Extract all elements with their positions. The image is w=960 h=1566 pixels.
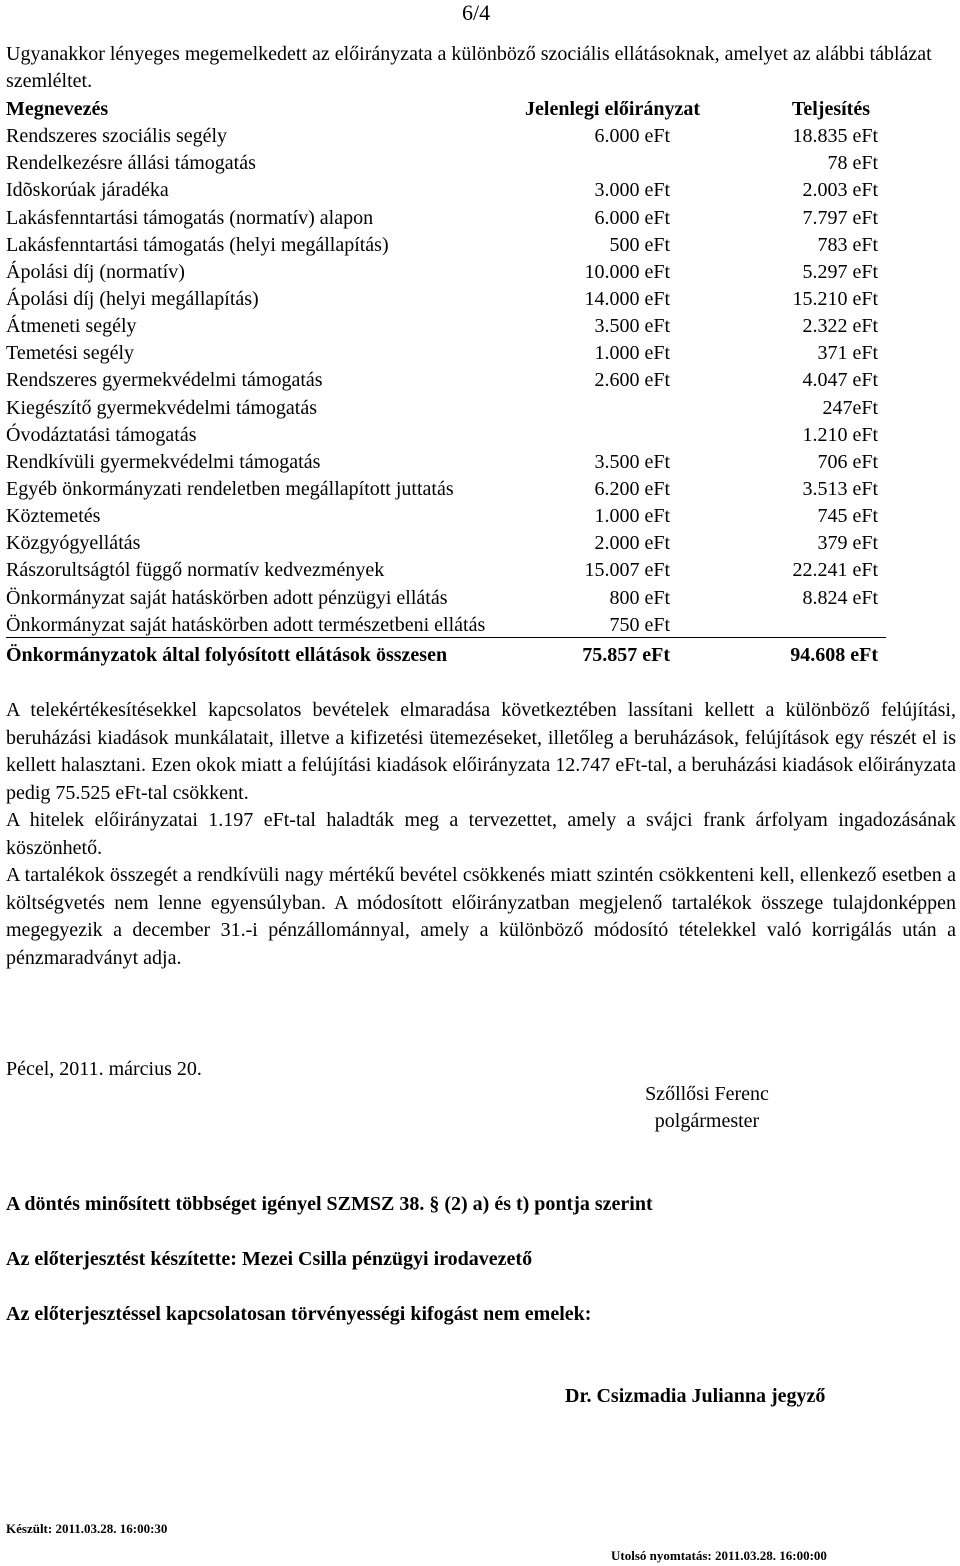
row-current: 2.000 eFt [594, 532, 670, 555]
row-current: 6.200 eFt [594, 477, 670, 500]
row-name: Rendelkezésre állási támogatás [6, 152, 256, 175]
row-current: 3.500 eFt [594, 450, 670, 473]
row-current: 3.500 eFt [594, 315, 670, 338]
row-actual: 5.297 eFt [802, 260, 878, 283]
note-legality: Az előterjesztéssel kapcsolatosan törvényességi kifogást nem emelek: [6, 1303, 592, 1325]
page-number: 6/4 [462, 0, 491, 25]
row-name: Lakásfenntartási támogatás (normatív) alapon [6, 206, 374, 229]
row-current: 3.000 eFt [594, 179, 670, 202]
row-name: Óvodáztatási támogatás [6, 423, 197, 446]
row-name: Kiegészítő gyermekvédelmi támogatás [6, 396, 318, 419]
table-row [6, 177, 886, 204]
table-row [6, 585, 886, 612]
row-name: Rendszeres szociális segély [6, 125, 228, 148]
paragraph-loans: A hitelek előirányzatai 1.197 eFt-tal haladták meg a tervezettet, amely a svájci frank árfolyam ingadozásának köszönhető. [6, 809, 956, 859]
table-row [6, 530, 886, 557]
row-name: Önkormányzat saját hatáskörben adott természetbeni ellátás [6, 613, 486, 636]
header-name: Megnevezés [6, 98, 109, 120]
row-actual: 745 eFt [817, 505, 878, 528]
table-row [6, 557, 886, 584]
row-actual: 1.210 eFt [802, 423, 878, 446]
row-actual: 706 eFt [817, 450, 878, 473]
row-name: Idõskorúak járadéka [6, 179, 169, 202]
row-current: 15.007 eFt [584, 559, 670, 582]
note-majority: A döntés minősített többséget igényel SZMSZ 38. § (2) a) és t) pontja szerint [6, 1193, 653, 1215]
table-row [6, 123, 886, 150]
table-row [6, 205, 886, 232]
row-name: Egyéb önkormányzati rendeletben megállapított juttatás [6, 477, 454, 500]
row-actual: 4.047 eFt [802, 369, 878, 392]
table-row [6, 150, 886, 177]
row-current: 1.000 eFt [594, 342, 670, 365]
table-total-row [6, 642, 886, 669]
row-name: Köztemetés [6, 505, 101, 528]
row-actual: 2.322 eFt [802, 315, 878, 338]
row-name: Lakásfenntartási támogatás (helyi megállapítás) [6, 233, 389, 256]
signer-title: polgármester [654, 1110, 760, 1132]
row-current: 14.000 eFt [584, 287, 670, 310]
row-name: Temetési segély [6, 342, 134, 365]
table-row [6, 449, 886, 476]
row-current: 750 eFt [609, 613, 670, 636]
row-actual: 379 eFt [817, 532, 878, 555]
row-actual: 78 eFt [827, 152, 878, 175]
benefits-table [6, 96, 886, 669]
notary-signature: Dr. Csizmadia Julianna jegyző [565, 1385, 826, 1407]
note-prepared-by: Az előterjesztést készítette: Mezei Csilla pénzügyi irodavezető [6, 1248, 533, 1270]
table-row [6, 232, 886, 259]
table-row [6, 259, 886, 286]
row-actual: 2.003 eFt [802, 179, 878, 202]
table-row [6, 367, 886, 394]
row-current: 500 eFt [609, 233, 670, 256]
row-current: 6.000 eFt [594, 206, 670, 229]
table-row [6, 286, 886, 313]
row-actual: 18.835 eFt [792, 125, 878, 148]
row-name: Átmeneti segély [6, 315, 137, 338]
total-name: Önkormányzatok által folyósított ellátások összesen [6, 644, 448, 667]
table-row [6, 476, 886, 503]
footer-printed: Utolsó nyomtatás: 2011.03.28. 16:00:00 [611, 1548, 827, 1563]
row-actual: 15.210 eFt [792, 287, 878, 310]
header-actual: Teljesítés [791, 98, 870, 120]
table-row [6, 503, 886, 530]
table-row [6, 612, 886, 639]
table-row [6, 395, 886, 422]
signer-block [612, 1081, 802, 1135]
table-header [6, 96, 886, 123]
row-current: 1.000 eFt [594, 505, 670, 528]
row-actual: 247eFt [822, 396, 878, 419]
total-actual: 94.608 eFt [790, 644, 878, 667]
row-name: Rászorultságtól függő normatív kedvezmények [6, 559, 385, 582]
row-actual: 3.513 eFt [802, 477, 878, 500]
row-actual: 783 eFt [817, 233, 878, 256]
row-current: 2.600 eFt [594, 369, 670, 392]
row-current: 800 eFt [609, 586, 670, 609]
paragraph-development: A telekértékesítésekkel kapcsolatos bevételek elmaradása következtében lassítani kellett a különböző felújítási, beruházási kiadások munkálatait, illetve a kifizetési ütemezéseket, illetőleg a beruházások, felújítások egy részét el is kellett halasztani. Ezen okok miatt a felújítási kiadások előirányzata 12.747 eFt-tal, a beruházási kiadások előirányzata pedig 75.525 eFt-tal csökkent. [6, 699, 956, 804]
row-name: Ápolási díj (normatív) [6, 260, 185, 283]
row-actual: 22.241 eFt [792, 559, 878, 582]
row-name: Közgyógyellátás [6, 532, 141, 555]
row-name: Önkormányzat saját hatáskörben adott pénzügyi ellátás [6, 586, 448, 609]
row-name: Rendkívüli gyermekvédelmi támogatás [6, 450, 321, 473]
row-current: 10.000 eFt [584, 260, 670, 283]
row-name: Rendszeres gyermekvédelmi támogatás [6, 369, 323, 392]
row-actual: 371 eFt [817, 342, 878, 365]
row-actual: 8.824 eFt [802, 586, 878, 609]
total-current: 75.857 eFt [582, 644, 670, 667]
signer-name: Szőllősi Ferenc [645, 1083, 769, 1105]
row-actual: 7.797 eFt [802, 206, 878, 229]
table-body [6, 123, 886, 638]
table-row [6, 313, 886, 340]
table-row [6, 340, 886, 367]
paragraph-reserves: A tartalékok összegét a rendkívüli nagy mértékű bevétel csökkenés miatt szintén csökkenteni kell, ellenkező esetben a költségvetés nem lenne egyensúlyban. A módosított előirányzatban megjelenő tartalékok összege tulajdonképpen megegyezik a december 31.-i pénzállománnyal, amely a különböző módosító tételekkel való korrigálás után a pénzmaradványt adja. [6, 864, 956, 969]
footer-created: Készült: 2011.03.28. 16:00:30 [6, 1521, 168, 1536]
row-name: Ápolási díj (helyi megállapítás) [6, 287, 259, 310]
table-row [6, 422, 886, 449]
row-current: 6.000 eFt [594, 125, 670, 148]
place-date: Pécel, 2011. március 20. [6, 1058, 202, 1080]
intro-paragraph: Ugyanakkor lényeges megemelkedett az előirányzata a különböző szociális ellátásoknak, amelyet az alábbi táblázat szemléltet. [6, 43, 932, 92]
header-current: Jelenlegi előirányzat [525, 98, 700, 120]
